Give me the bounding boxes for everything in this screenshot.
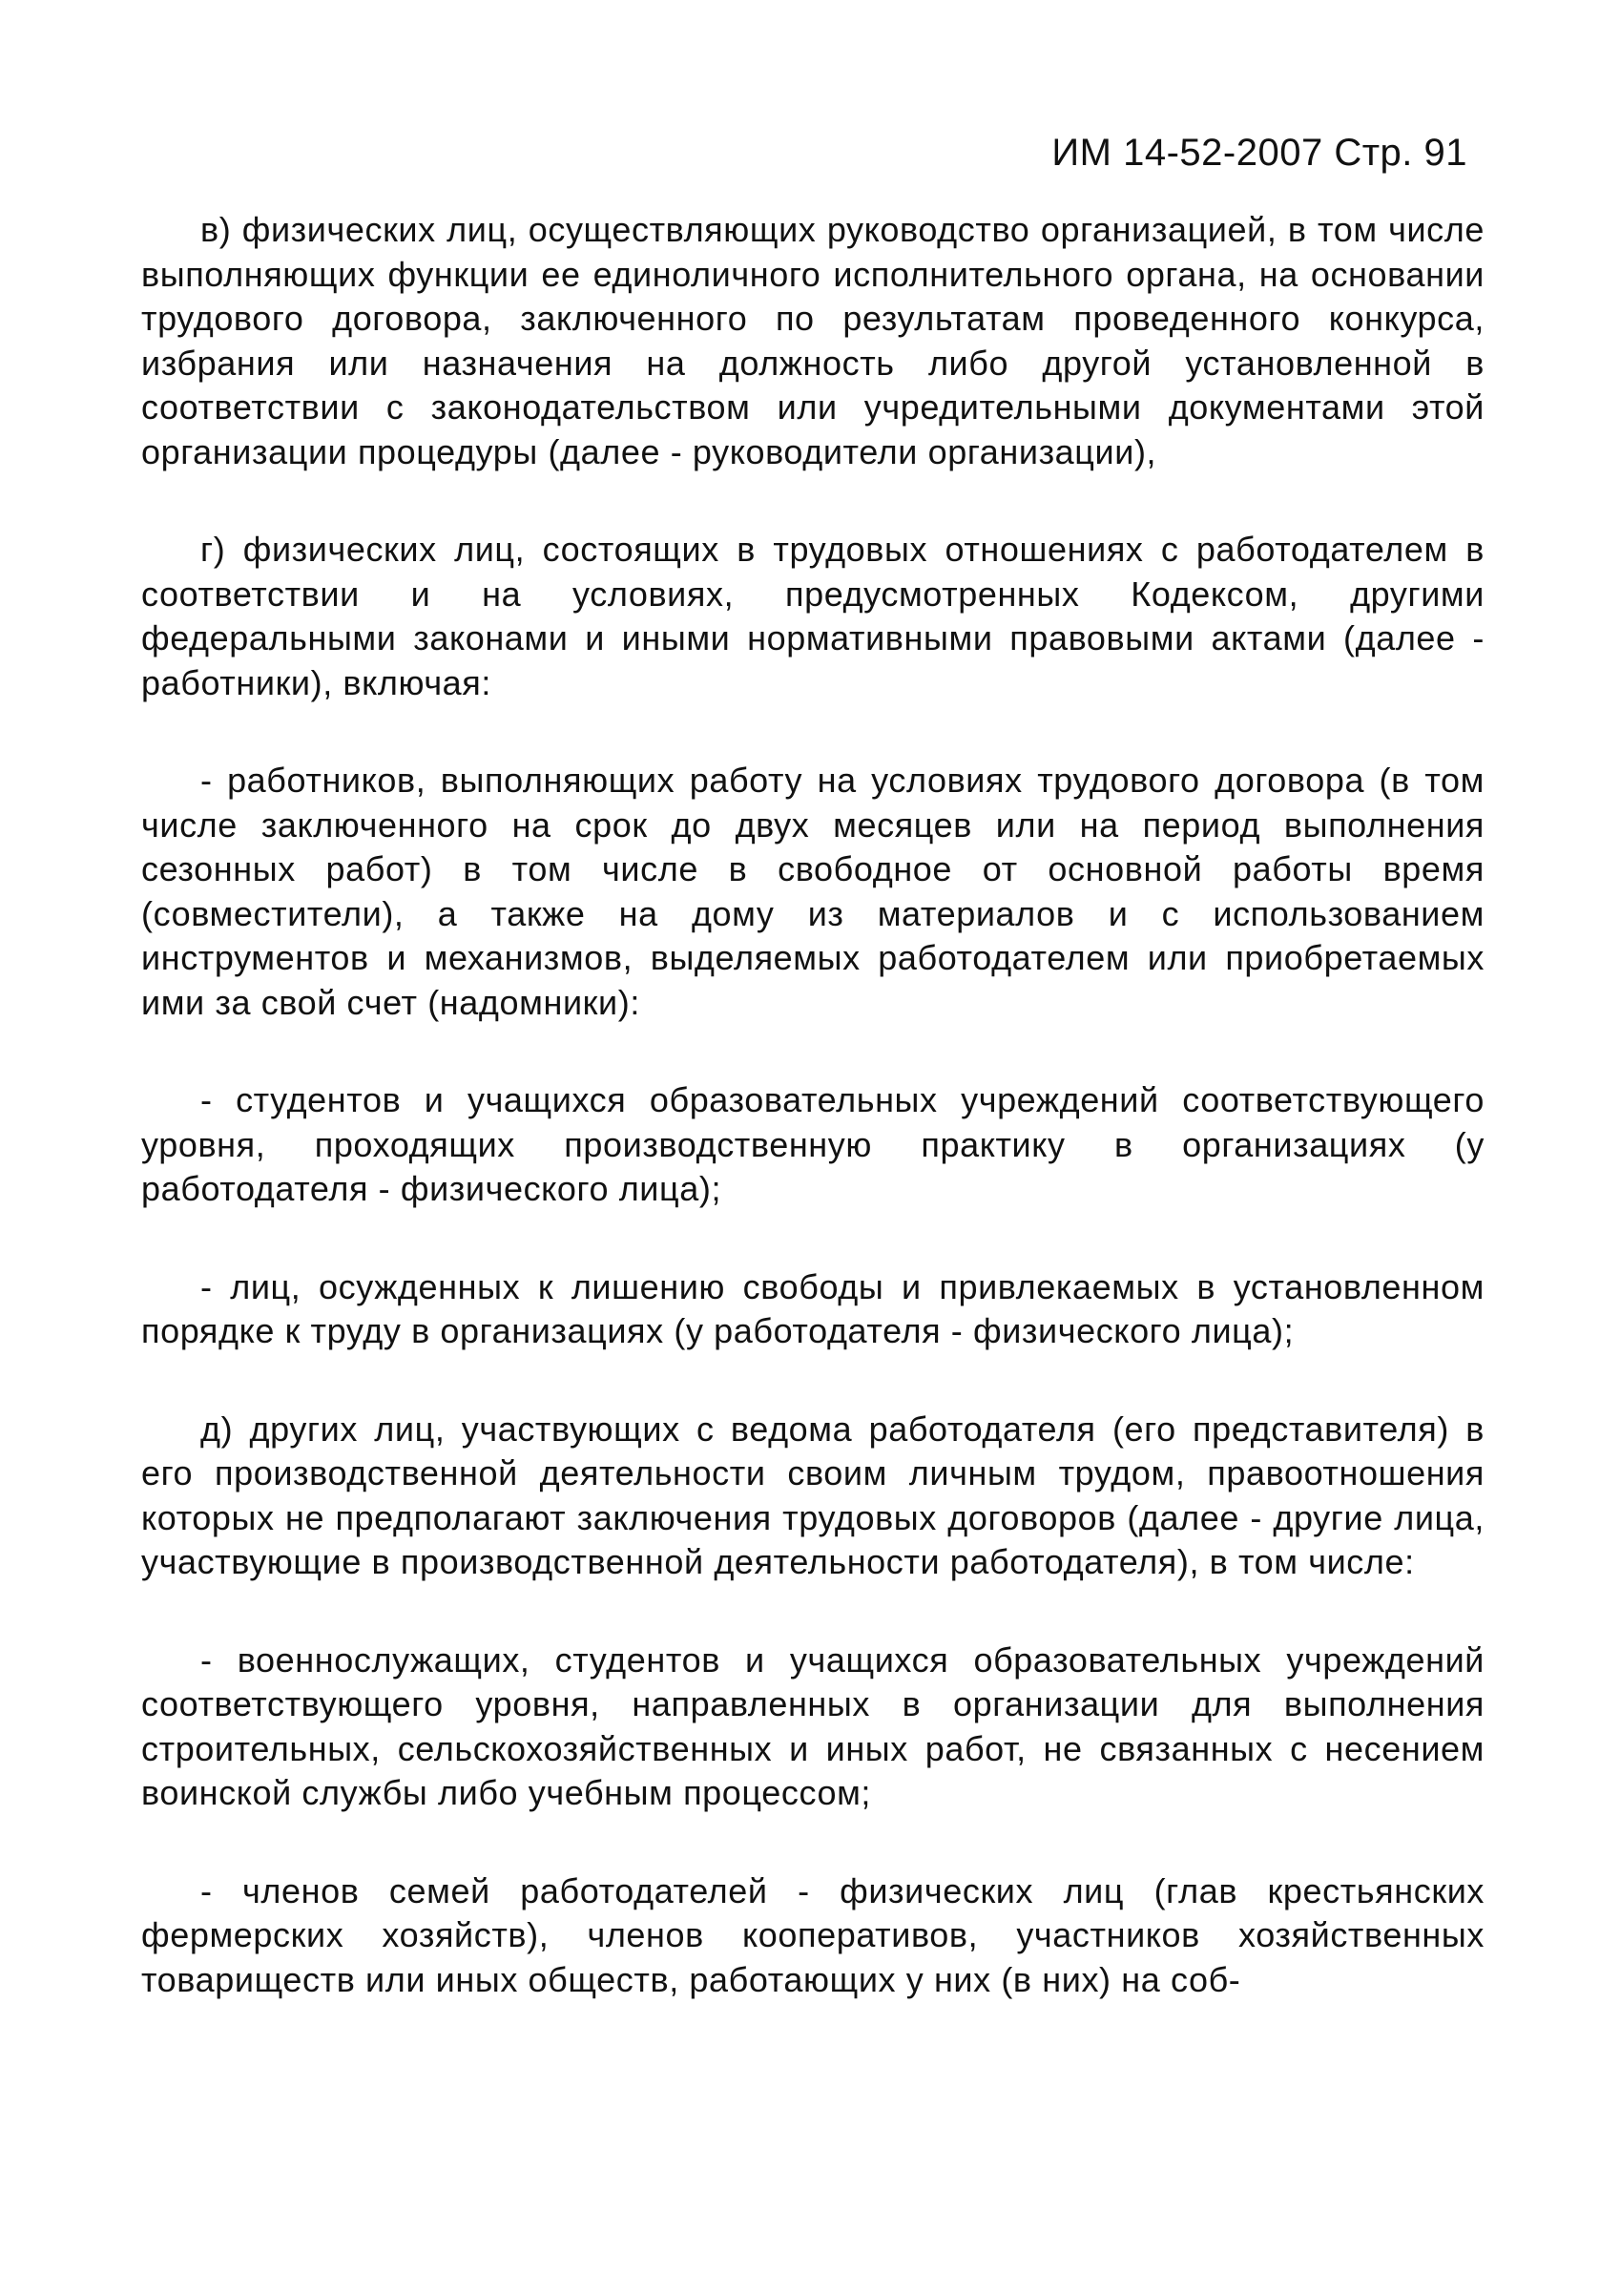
paragraph-d-other-persons: д) других лиц, участвующих с ведома работодателя (его представителя) в его производственной деятельности своим личным трудом, правоотношения которых не предполагают заключения трудовых договоров (далее - другие лица, участвующие в производственной деятельности работодателя), в том числе:: [141, 1409, 1485, 1581]
document-body: [141, 208, 1485, 2002]
list-item-family-members: - членов семей работодателей - физических лиц (глав крестьянских фермерских хозяйств), членов кооперативов, участников хозяйственных товариществ или иных обществ, работающих у них (в них) на соб-: [141, 1870, 1485, 1999]
list-item-workers: - работников, выполняющих работу на условиях трудового договора (в том числе заключенного на срок до двух месяцев или на период выполнения сезонных работ) в том числе в свободное от основной работы время (совместители), а также на дому из материалов и с использованием инструментов и механизмов, выделяемых работодателем или приобретаемых ими за свой счет (надомники):: [141, 761, 1485, 1022]
list-item-convicts: - лиц, осужденных к лишению свободы и привлекаемых в установленном порядке к труду в организациях (у работодателя - физического лица);: [141, 1266, 1485, 1350]
paragraph-g-employees: г) физических лиц, состоящих в трудовых отношениях с работодателем в соответствии и на условиях, предусмотренных Кодексом, другими федеральными законами и иными нормативными правовыми актами (далее - работники), включая:: [141, 530, 1485, 702]
page-header: ИМ 14-52-2007 Стр. 91: [1051, 132, 1467, 174]
list-item-military: - военнослужащих, студентов и учащихся образовательных учреждений соответствующего уровня, направленных в организации для выполнения строительных, сельскохозяйственных и иных работ, не связанных с несением воинской службы либо учебным процессом;: [141, 1639, 1485, 1812]
paragraph-v-managers: в) физических лиц, осуществляющих руководство организацией, в том числе выполняющих функции ее единоличного исполнительного органа, на основании трудового договора, заключенного по результатам проведенного конкурса, избрания или назначения на должность либо другой установленной в соответствии с законодательством или учредительными документами этой организации процедуры (далее - руководители организации),: [141, 210, 1485, 471]
list-item-students: - студентов и учащихся образовательных учреждений соответствующего уровня, проходящих производственную практику в организациях (у работодателя - физического лица);: [141, 1080, 1485, 1208]
